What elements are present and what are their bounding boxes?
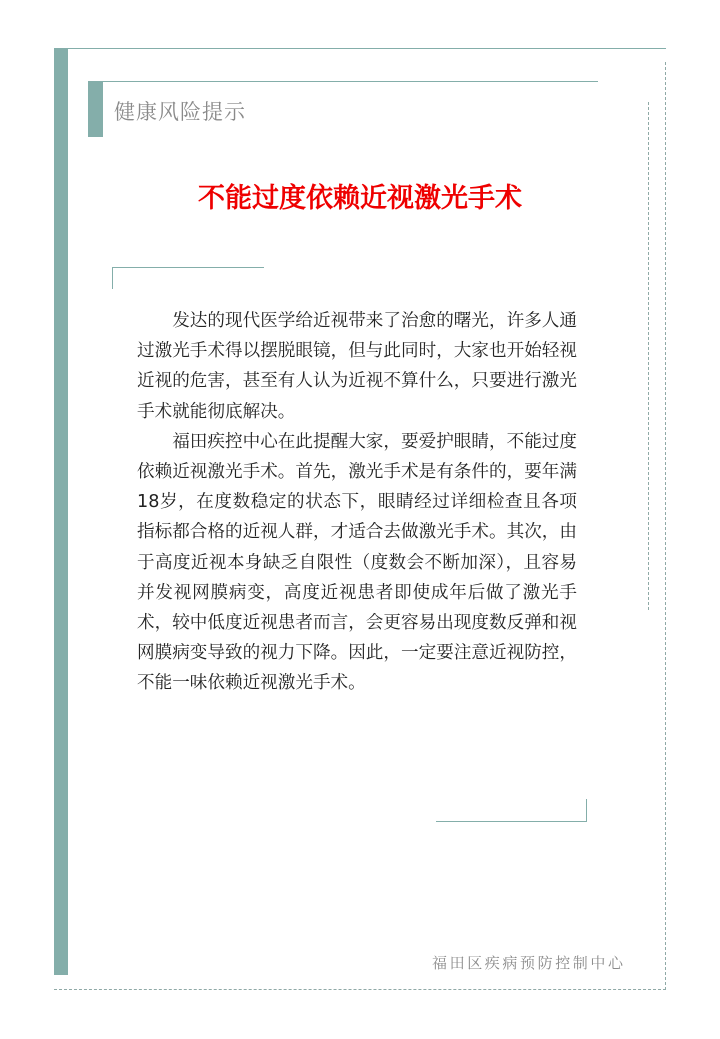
top-left-bracket-vertical bbox=[112, 267, 113, 289]
paragraph-1: 发达的现代医学给近视带来了治愈的曙光，许多人通过激光手术得以摆脱眼镜，但与此同时，大家也开始轻视近视的危害，甚至有人认为近视不算什么，只要进行激光手术就能彻底解决。 bbox=[137, 311, 577, 422]
header-top-line bbox=[88, 81, 598, 82]
inner-right-dashed-line bbox=[648, 102, 649, 610]
header-accent-bar bbox=[88, 81, 103, 137]
footer-organization: 福田区疾病预防控制中心 bbox=[432, 954, 626, 972]
article-body bbox=[137, 306, 577, 699]
top-left-bracket-horizontal bbox=[112, 267, 264, 268]
outer-bottom-dashed-border bbox=[54, 989, 666, 990]
outer-top-border bbox=[54, 48, 666, 49]
article-title: 不能过度依赖近视激光手术 bbox=[198, 183, 522, 214]
section-label: 健康风险提示 bbox=[114, 100, 246, 124]
bottom-right-bracket-horizontal bbox=[436, 821, 587, 822]
bottom-right-bracket-vertical bbox=[586, 799, 587, 821]
paragraph-2: 福田疾控中心在此提醒大家，要爱护眼睛，不能过度依赖近视激光手术。首先，激光手术是有条件的，要年满18岁，在度数稳定的状态下，眼睛经过详细检查且各项指标都合格的近视人群，才适合去做激光手术。其次，由于高度近视本身缺乏自限性（度数会不断加深），且容易并发视网膜病变，高度近视患者即使成年后做了激光手术，较中低度近视患者而言，会更容易出现度数反弹和视网膜病变导致的视力下降。因此，一定要注意近视防控，不能一味依赖近视激光手术。 bbox=[137, 431, 577, 694]
